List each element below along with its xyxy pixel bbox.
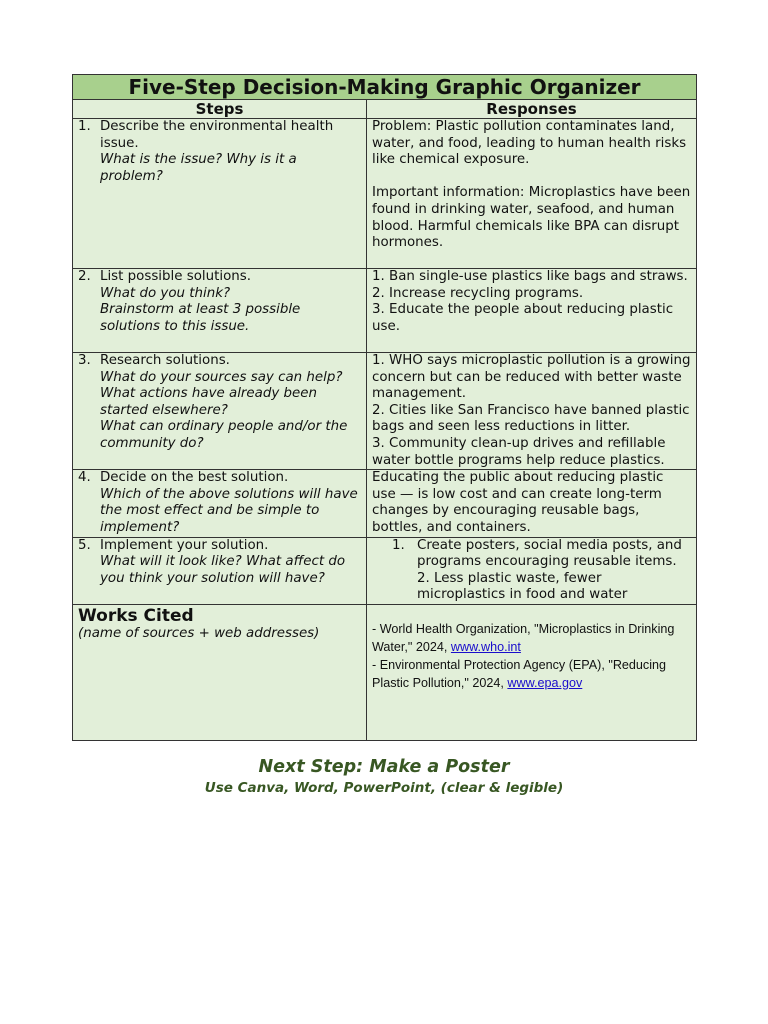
steps-column-header: Steps bbox=[73, 100, 367, 119]
response-text: 1. WHO says microplastic pollution is a growing concern but can be reduced with better waste management. bbox=[372, 353, 691, 402]
response-text: 3. Educate the people about reducing plastic use. bbox=[372, 302, 674, 334]
citation-text: - World Health Organization, "Microplastics in Drinking Water," 2024, bbox=[372, 621, 675, 654]
response-cell bbox=[367, 470, 697, 537]
citation-text: - Environmental Protection Agency (EPA), "Reducing Plastic Pollution," 2024, bbox=[372, 657, 667, 690]
response-number: 1. bbox=[392, 537, 405, 553]
step-text: Decide on the best solution. bbox=[100, 470, 289, 486]
step-text: Research solutions. bbox=[100, 353, 230, 368]
step-cell bbox=[73, 353, 367, 470]
works-cited-row bbox=[73, 604, 697, 740]
step-question: What will it look like? What affect do you think your solution will have? bbox=[100, 554, 346, 586]
citation-link[interactable]: www.epa.gov bbox=[507, 675, 583, 690]
works-cited-title: Works Cited bbox=[78, 605, 194, 626]
response-cell bbox=[367, 537, 697, 604]
table-row bbox=[73, 537, 697, 604]
next-step-title: Next Step: Make a Poster bbox=[258, 757, 510, 777]
decision-organizer-table bbox=[72, 74, 697, 741]
response-cell bbox=[367, 353, 697, 470]
table-row bbox=[73, 269, 697, 353]
works-cited-label-cell bbox=[73, 604, 367, 740]
step-question: Brainstorm at least 3 possible solutions to this issue. bbox=[100, 302, 301, 334]
table-row bbox=[73, 353, 697, 470]
step-question: What can ordinary people and/or the community do? bbox=[100, 419, 348, 451]
step-cell bbox=[73, 119, 367, 269]
step-cell bbox=[73, 537, 367, 604]
step-number: 3. bbox=[78, 353, 91, 368]
response-cell bbox=[367, 269, 697, 353]
table-row bbox=[73, 119, 697, 269]
step-question: What actions have already been started elsewhere? bbox=[100, 386, 318, 418]
step-question: Which of the above solutions will have the most effect and be simple to implement? bbox=[100, 486, 358, 535]
step-number: 1. bbox=[78, 119, 91, 134]
responses-column-header: Responses bbox=[367, 100, 697, 119]
response-cell bbox=[367, 119, 697, 269]
response-text: 3. Community clean-up drives and refillable water bottle programs help reduce plastics. bbox=[372, 435, 666, 468]
table-row bbox=[73, 470, 697, 537]
step-question: What is the issue? Why is it a problem? bbox=[100, 152, 297, 184]
works-cited-subtitle: (name of sources + web addresses) bbox=[78, 625, 320, 641]
step-number: 2. bbox=[78, 269, 91, 284]
step-question: What do your sources say can help? bbox=[100, 369, 343, 385]
response-text: Problem: Plastic pollution contaminates land, water, and food, leading to human health risks like chemical exposure. bbox=[372, 119, 687, 168]
organizer-title: Five-Step Decision-Making Graphic Organizer bbox=[73, 75, 697, 100]
step-cell bbox=[73, 269, 367, 353]
step-question: What do you think? bbox=[100, 285, 231, 301]
step-cell bbox=[73, 470, 367, 537]
next-step-subtitle: Use Canva, Word, PowerPoint, (clear & legible) bbox=[204, 780, 564, 796]
works-cited-list-cell bbox=[367, 604, 697, 740]
citation-list bbox=[372, 605, 691, 692]
response-text: 1. Ban single-use plastics like bags and straws. bbox=[372, 269, 688, 284]
response-text: Important information: Microplastics have been found in drinking water, seafood, and human blood. Harmful chemicals like BPA can disrupt hormones. bbox=[372, 185, 691, 251]
step-number: 4. bbox=[78, 470, 91, 486]
citation-link[interactable]: www.who.int bbox=[450, 639, 521, 654]
step-text: List possible solutions. bbox=[100, 269, 252, 284]
step-text: Describe the environmental health issue. bbox=[100, 119, 334, 151]
response-text: 2. Cities like San Francisco have banned plastic bags and seen less reductions in litter. bbox=[372, 402, 690, 435]
response-text: Educating the public about reducing plastic use — is low cost and can create long-term changes by encouraging reusable bags, bottles, and containers. bbox=[372, 470, 664, 535]
step-text: Implement your solution. bbox=[100, 537, 269, 553]
step-number: 5. bbox=[78, 537, 91, 553]
response-text: 2. Increase recycling programs. bbox=[372, 285, 584, 301]
response-text: Create posters, social media posts, and programs encouraging reusable items. 2. Less plastic waste, fewer microplastics in food and water bbox=[417, 537, 682, 603]
